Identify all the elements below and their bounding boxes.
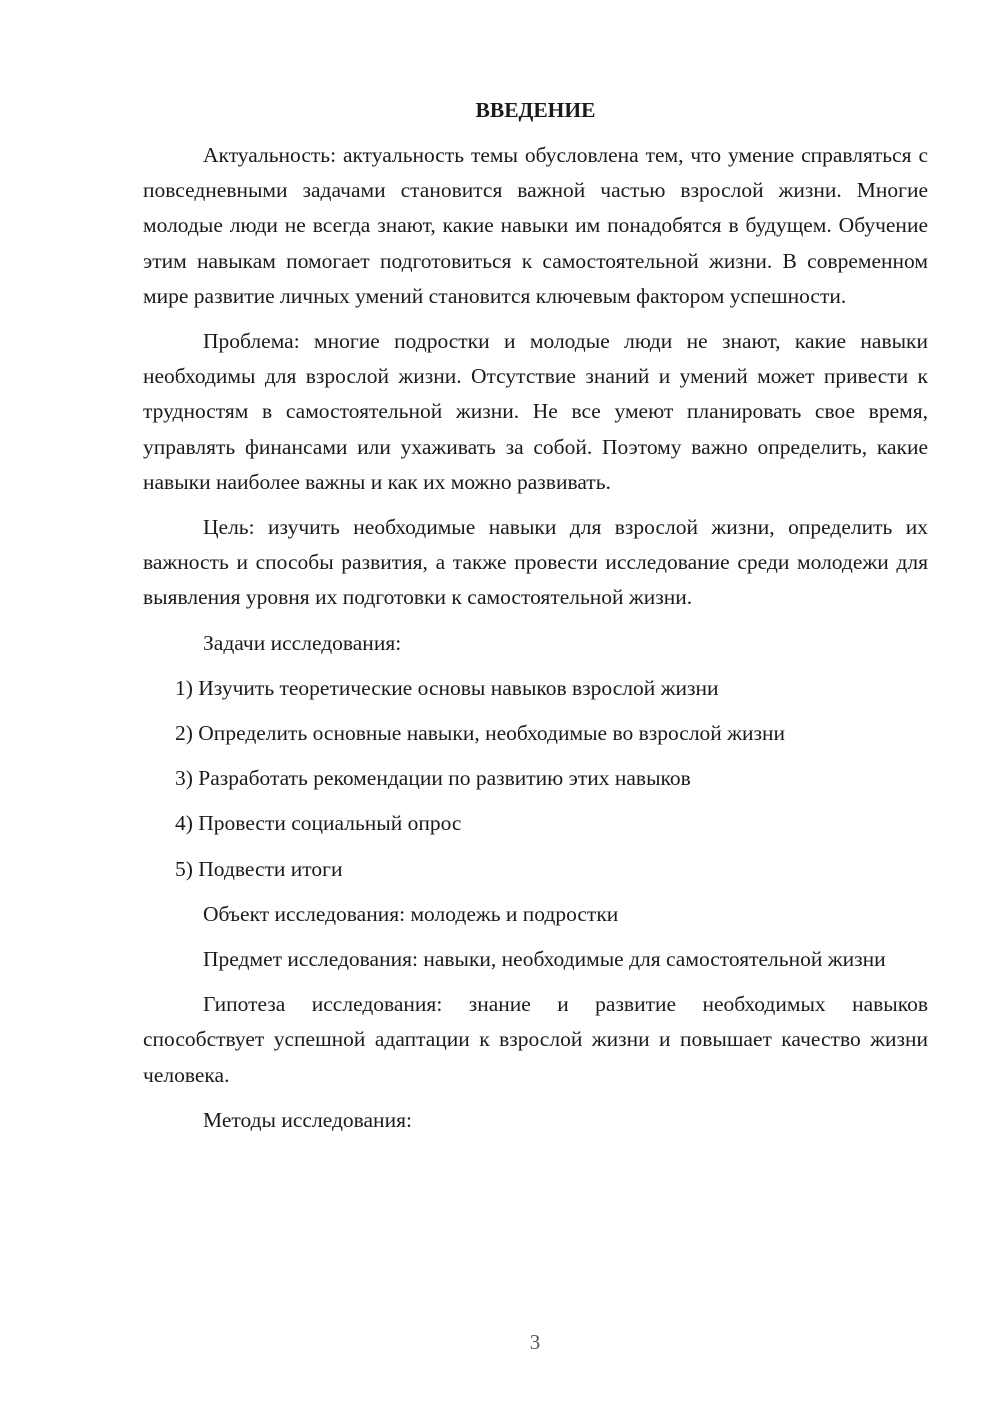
relevance-paragraph: Актуальность: актуальность темы обусловлена тем, что умение справляться с повседневными задачами становится важной частью взрослой жизни. Многие молодые люди не всегда знают, какие навыки им понадобятся в будущем. Обучение этим навыкам помогает подготовиться к самостоятельной жизни. В современном мире развитие личных умений становится ключевым фактором успешности.: [143, 143, 928, 308]
goal-paragraph: Цель: изучить необходимые навыки для взрослой жизни, определить их важность и способы развития, а также провести исследование среди молодежи для выявления уровня их подготовки к самостоятельной жизни.: [143, 515, 928, 610]
tasks-heading: Задачи исследования:: [203, 630, 402, 655]
object-paragraph: Объект исследования: молодежь и подростки: [203, 901, 619, 926]
hypothesis-paragraph: Гипотеза исследования: знание и развитие необходимых навыков способствует успешной адаптации к взрослой жизни и повышает качество жизни человека.: [143, 992, 928, 1087]
list-item: 1) Изучить теоретические основы навыков взрослой жизни: [175, 675, 719, 700]
subject-paragraph: Предмет исследования: навыки, необходимые для самостоятельной жизни: [203, 947, 886, 972]
page-title: ВВЕДЕНИЕ: [475, 98, 596, 122]
list-item: 4) Провести социальный опрос: [175, 811, 462, 836]
tasks-list: [143, 671, 928, 887]
list-item: 3) Разработать рекомендации по развитию этих навыков: [175, 766, 691, 791]
page-number: 3: [529, 1330, 541, 1354]
list-item: 5) Подвести итоги: [175, 856, 343, 881]
methods-heading: Методы исследования:: [203, 1107, 412, 1132]
problem-paragraph: Проблема: многие подростки и молодые люди не знают, какие навыки необходимы для взрослой жизни. Отсутствие знаний и умений может привести к трудностям в самостоятельной жизни. Не все умеют планировать свое время, управлять финансами или ухаживать за собой. Поэтому важно определить, какие навыки наиболее важны и как их можно развивать.: [143, 329, 928, 494]
page-content: [143, 93, 928, 1148]
list-item: 2) Определить основные навыки, необходимые во взрослой жизни: [175, 721, 786, 746]
